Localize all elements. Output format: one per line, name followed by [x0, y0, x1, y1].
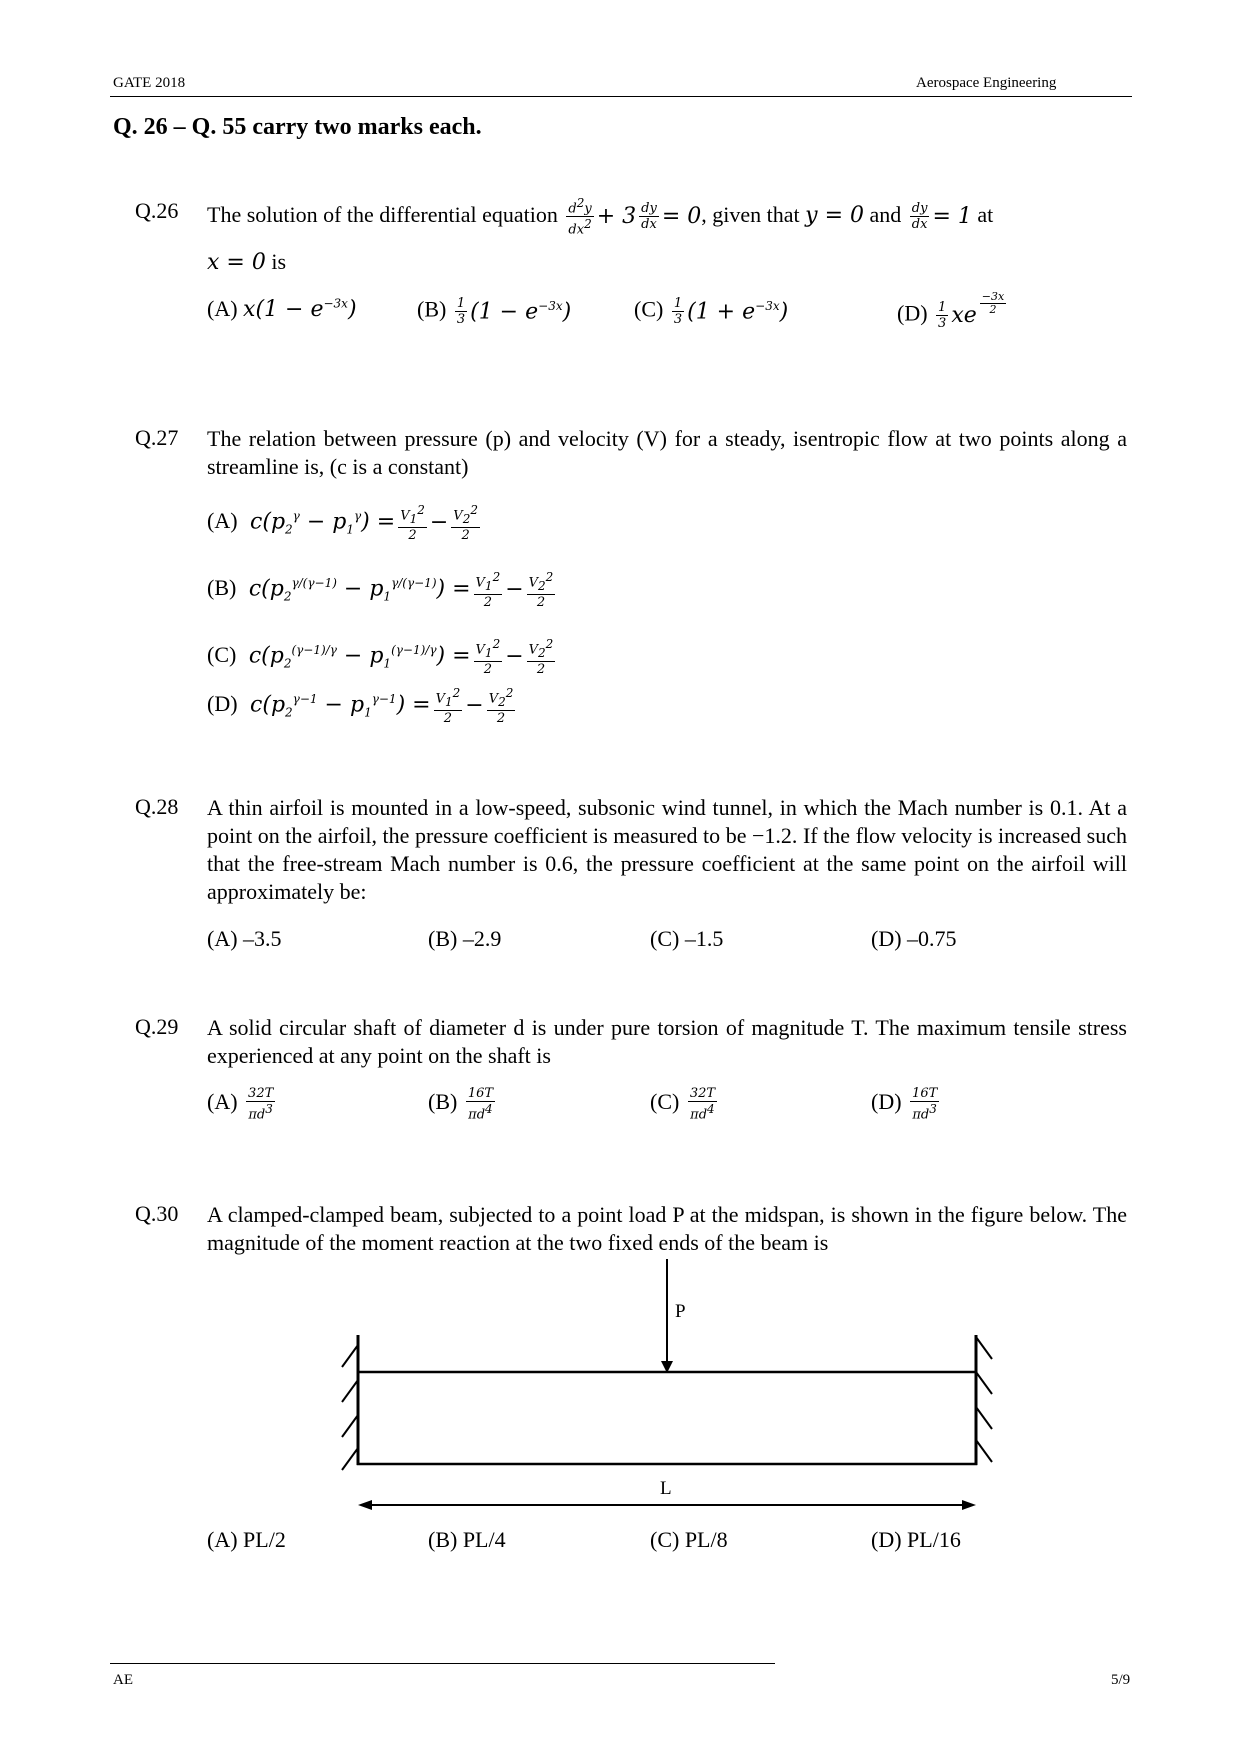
dimension-arrowhead-right — [962, 1500, 976, 1510]
question-text: A thin airfoil is mounted in a low-speed, subsonic wind tunnel, in which the Mach number is 0.1. At a point on the airfoil, the pressure coefficient is measured to be −1.2. If the flow velocity is increased such that the free-stream Mach number is 0.6, the pressure coefficient at the same point on the airfoil will approximately be: — [207, 795, 1127, 904]
option-d[interactable]: (D) –0.75 — [871, 926, 957, 951]
question-number: Q.29 — [135, 1014, 179, 1039]
left-hatching — [342, 1345, 358, 1470]
right-hatching — [976, 1337, 992, 1462]
question-text: The relation between pressure (p) and velocity (V) for a steady, isentropic flow at two points along a streamline is, (c is a constant) — [207, 426, 1127, 479]
footer-rule — [110, 1663, 775, 1664]
section-title: Q. 26 – Q. 55 carry two marks each. — [113, 114, 482, 140]
page-number: 5/9 — [1111, 1672, 1131, 1688]
length-label: L — [660, 1478, 672, 1499]
load-label: P — [675, 1301, 686, 1322]
question-number: Q.28 — [135, 794, 179, 819]
option-d[interactable]: (D) $\frac{16T}{\pi d^3}$ — [871, 1086, 938, 1123]
question-text: A clamped-clamped beam, subjected to a point load P at the midspan, is shown in the figure below. The magnitude of the moment reaction at the two fixed ends of the beam is — [207, 1202, 1127, 1255]
option-a[interactable]: (A) $\frac{32T}{\pi d^3}$ — [207, 1086, 274, 1123]
option-c[interactable]: (C) PL/8 — [650, 1527, 728, 1552]
option-c[interactable]: (C) $\frac{1}{3}$ $(1 + e^{-3x})$ — [634, 296, 789, 327]
header-rule — [110, 96, 1132, 97]
option-b[interactable]: (B) $c(p_2^{\gamma/(\gamma-1)} - p_1^{\gamma/(\gamma-1)})$ = $\frac{V_1^2}{2}$ − $\frac{V_2^2}{2}$ — [207, 570, 554, 610]
clamped-beam-figure — [330, 1255, 1010, 1520]
option-c[interactable]: (C) $\frac{32T}{\pi d^4}$ — [650, 1086, 716, 1123]
beam — [358, 1372, 976, 1464]
option-d[interactable]: (D) $c(p_2^{\gamma-1} - p_1^{\gamma-1})$ = $\frac{V_1^2}{2}$ − $\frac{V_2^2}{2}$ — [207, 686, 514, 726]
option-b[interactable]: (B) PL/4 — [428, 1527, 506, 1552]
header-right: Aerospace Engineering — [916, 75, 1057, 91]
question-number: Q.30 — [135, 1201, 179, 1226]
question-text: The solution of the differential equation $\frac{d^2y}{dx^2}$ + 3 $\frac{dy}{dx}$ = 0 , given that y = 0 and $\frac{dy}{dx}$ = 1 at — [207, 196, 994, 238]
question-number: Q.26 — [135, 198, 179, 223]
option-b[interactable]: (B) $\frac{1}{3}$ $(1 - e^{-3x})$ — [417, 296, 572, 327]
option-d[interactable]: (D) PL/16 — [871, 1527, 961, 1552]
option-c[interactable]: (C) $c(p_2^{(\gamma-1)/\gamma} - p_1^{(\gamma-1)/\gamma})$ = $\frac{V_1^2}{2}$ − $\frac{V_2^2}{2}$ — [207, 637, 554, 677]
option-a[interactable]: (A) PL/2 — [207, 1527, 286, 1552]
question-text: A solid circular shaft of diameter d is under pure torsion of magnitude T. The maximum tensile stress experienced at any point on the shaft is — [207, 1015, 1127, 1068]
option-b[interactable]: (B) –2.9 — [428, 926, 502, 951]
option-c[interactable]: (C) –1.5 — [650, 926, 724, 951]
dimension-arrowhead-left — [358, 1500, 372, 1510]
question-text-cont: x = 0 is — [207, 249, 287, 275]
option-a[interactable]: (A) $x(1 - e^{-3x})$ — [207, 296, 357, 322]
footer-left: AE — [113, 1672, 133, 1688]
question-number: Q.27 — [135, 425, 179, 450]
header-left: GATE 2018 — [113, 75, 186, 91]
option-d[interactable]: (D) $\frac{1}{3}$ xe $\frac{-3x}{2}$ — [897, 290, 1005, 331]
option-a[interactable]: (A) $c(p_2^\gamma - p_1^\gamma)$ = $\frac{V_1^2}{2}$ − $\frac{V_2^2}{2}$ — [207, 503, 478, 543]
option-a[interactable]: (A) –3.5 — [207, 926, 282, 951]
option-b[interactable]: (B) $\frac{16T}{\pi d^4}$ — [428, 1086, 494, 1123]
